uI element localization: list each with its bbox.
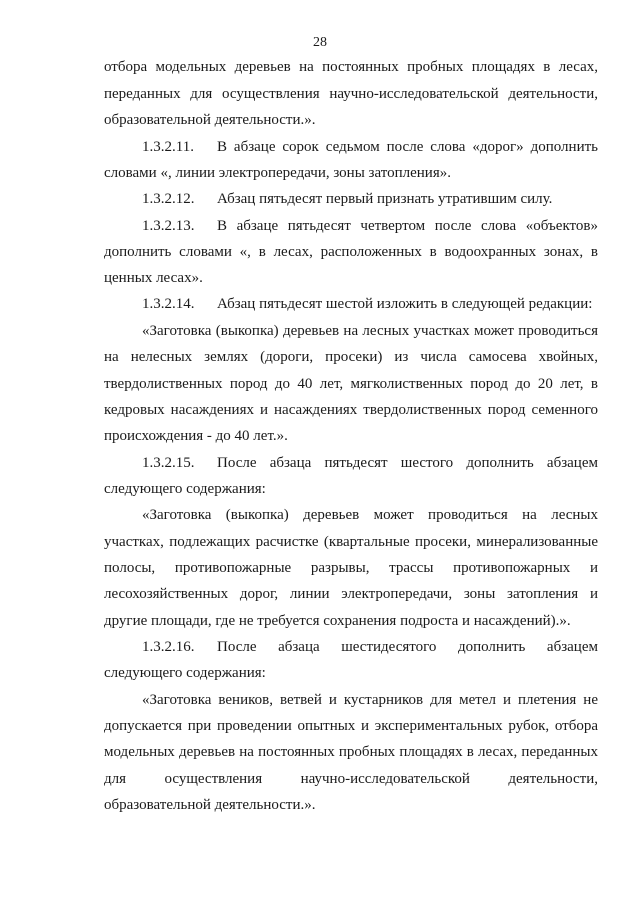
- clause-text: Абзац пятьдесят шестой изложить в следующей редакции:: [217, 296, 593, 312]
- clause-line: [142, 216, 598, 236]
- clause-text: Абзац пятьдесят первый признать утратившим силу.: [217, 191, 553, 207]
- text-line: модельных деревьев на постоянных пробных площадях в лесах, переданных: [104, 744, 598, 760]
- text-line: отбора модельных деревьев на постоянных пробных площадях в лесах,: [104, 59, 598, 75]
- text-line: «Заготовка веников, ветвей и кустарников для метел и плетения не: [142, 692, 598, 708]
- text-line: твердолиственных пород до 40 лет, мягколиственных пород до 20 лет, в: [104, 376, 598, 392]
- clause-text: После абзаца шестидесятого дополнить абзацем: [217, 639, 598, 655]
- text-line: следующего содержания:: [104, 665, 266, 681]
- clause-number: 1.3.2.11.: [142, 139, 194, 155]
- clause-number: 1.3.2.12.: [142, 191, 195, 207]
- text-line: образовательной деятельности.».: [104, 797, 316, 813]
- text-line: кедровых насаждениях и насаждениях твердолиственных пород семенного: [104, 402, 598, 418]
- text-line: для осуществления научно-исследовательской деятельности,: [104, 771, 598, 787]
- text-line: дополнить словами «, в лесах, расположенных в водоохранных зонах, в: [104, 244, 598, 260]
- clause-line: [142, 637, 598, 657]
- page-number: 28: [313, 35, 327, 50]
- text-line: участках, подлежащих расчистке (квартальные просеки, минерализованные: [104, 534, 598, 550]
- text-line: другие площади, где не требуется сохранения подроста и насаждений).».: [104, 613, 571, 629]
- text-line: на нелесных землях (дороги, просеки) из числа самосева хвойных,: [104, 349, 598, 365]
- text-line: следующего содержания:: [104, 481, 266, 497]
- clause-text: После абзаца пятьдесят шестого дополнить абзацем: [217, 455, 598, 471]
- clause-text: В абзаце сорок седьмом после слова «дорог» дополнить: [217, 139, 598, 155]
- clause-text: В абзаце пятьдесят четвертом после слова «объектов»: [217, 218, 598, 234]
- clause-line: [142, 137, 598, 157]
- text-line: полосы, противопожарные разрывы, трассы противопожарных и: [104, 560, 598, 576]
- text-line: «Заготовка (выкопка) деревьев может проводиться на лесных: [142, 507, 598, 523]
- text-line: лесохозяйственных дорог, линии электропередачи, зоны затопления и: [104, 586, 598, 602]
- clause-number: 1.3.2.14.: [142, 296, 195, 312]
- text-line: происхождения - до 40 лет.».: [104, 428, 288, 444]
- clause-number: 1.3.2.13.: [142, 218, 195, 234]
- text-line: допускается при проведении опытных и экспериментальных рубок, отбора: [104, 718, 598, 734]
- text-line: переданных для осуществления научно-исследовательской деятельности,: [104, 86, 598, 102]
- text-line: образовательной деятельности.».: [104, 112, 316, 128]
- clause-number: 1.3.2.15.: [142, 455, 195, 471]
- clause-number: 1.3.2.16.: [142, 639, 195, 655]
- clause-line: [142, 189, 598, 209]
- clause-line: [142, 453, 598, 473]
- text-line: ценных лесах».: [104, 270, 203, 286]
- clause-line: [142, 294, 598, 314]
- text-line: «Заготовка (выкопка) деревьев на лесных участках может проводиться: [142, 323, 598, 339]
- text-line: словами «, линии электропередачи, зоны затопления».: [104, 165, 451, 181]
